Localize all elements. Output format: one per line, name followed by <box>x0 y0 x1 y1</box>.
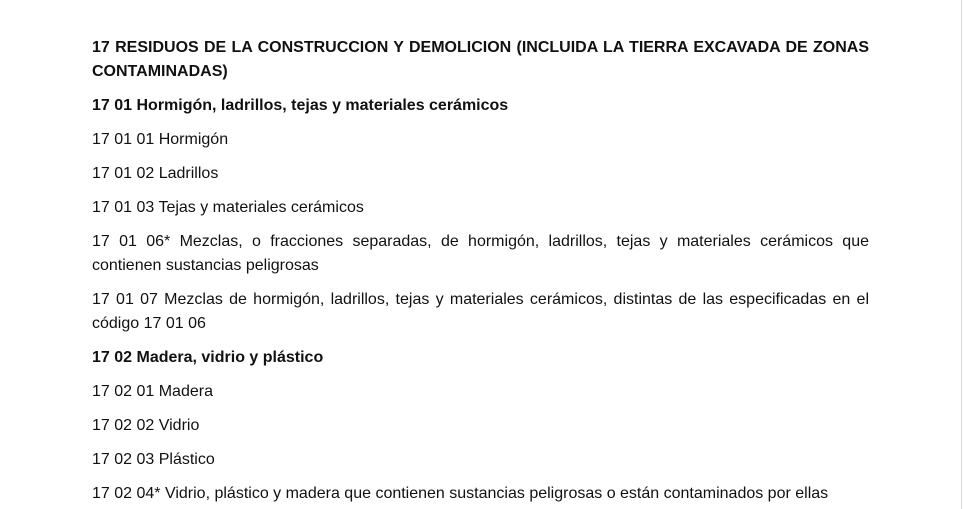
section-heading-17-01: 17 01 Hormigón, ladrillos, tejas y materiales cerámicos <box>92 97 509 114</box>
chapter-title: 17 RESIDUOS DE LA CONSTRUCCION Y DEMOLICION (INCLUIDA LA TIERRA EXCAVADA DE ZONAS CONTAMINADAS) <box>92 39 869 80</box>
list-item-17-01-07: 17 01 07 Mezclas de hormigón, ladrillos, tejas y materiales cerámicos, distintas de las especificadas en el código 17 01 06 <box>92 291 869 332</box>
list-item-17-02-03: 17 02 03 Plástico <box>92 451 215 468</box>
page-edge-divider <box>961 0 962 509</box>
list-item-17-02-02: 17 02 02 Vidrio <box>92 417 200 434</box>
section-heading-17-02: 17 02 Madera, vidrio y plástico <box>92 349 324 366</box>
list-item-17-01-06: 17 01 06* Mezclas, o fracciones separadas, de hormigón, ladrillos, tejas y materiales cerámicos que contienen sustancias peligrosas <box>92 233 869 274</box>
list-item-17-02-04: 17 02 04* Vidrio, plástico y madera que contienen sustancias peligrosas o están contaminados por ellas <box>92 485 829 502</box>
list-item-17-01-03: 17 01 03 Tejas y materiales cerámicos <box>92 199 364 216</box>
list-item-17-02-01: 17 02 01 Madera <box>92 383 213 400</box>
document-content <box>92 36 869 509</box>
list-item-17-01-01: 17 01 01 Hormigón <box>92 131 229 148</box>
list-item-17-01-02: 17 01 02 Ladrillos <box>92 165 219 182</box>
